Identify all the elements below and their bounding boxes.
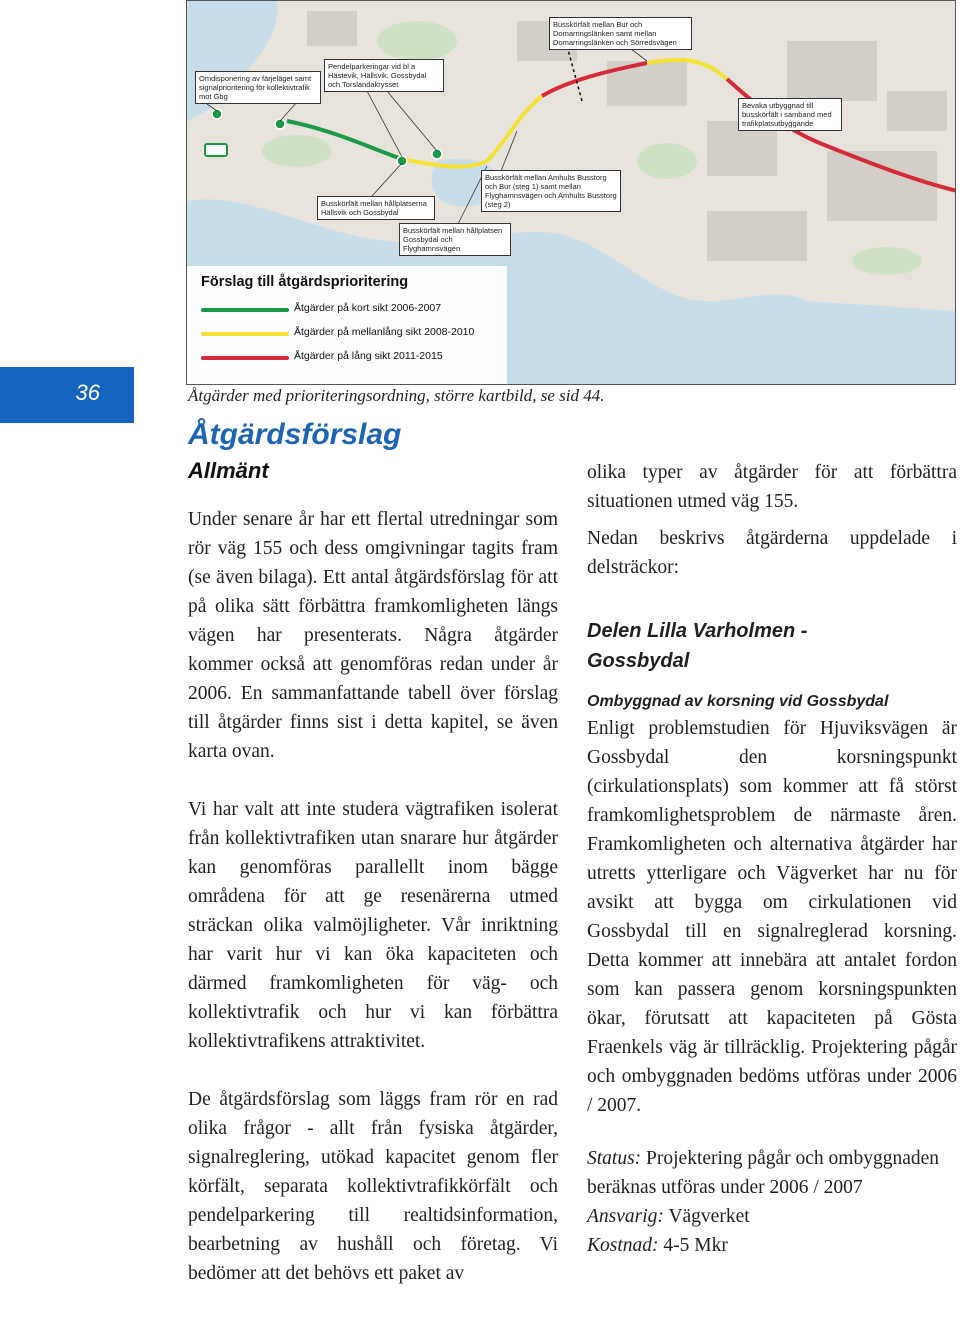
legend-title: Förslag till åtgärdsprioritering (201, 274, 409, 290)
paragraph: Enligt problemstudien för Hjuviksvägen är Gossbydal den korsningspunkt (cirkulationsplats) som kommer att få störst framkomlighetsproblem de närmaste åren. Framkomligheten och alternativa åtgärder har utretts ytterligare och Vägverket har nu för avsikt att bygga om cirkulationen vid Gossbydal till en signalreglerad korsning. Detta kommer att innebära att antalet fordon som kan passera genom korsningspunkten ökar, förutsatt att kapaciteten på Gösta Fraenkels väg är tillräcklig. Projektering pågår och ombyggnaden bedöms utföras under 2006 / 2007. (587, 718, 957, 1116)
status-value: Projektering pågår och ombyggnaden beräknas utföras under 2006 / 2007 (587, 1148, 940, 1198)
subsection-heading: Delen Lilla Varholmen - Gossbydal (587, 620, 808, 672)
legend-line-red (201, 356, 289, 360)
callout-bevaka: Bevaka utbyggnad till busskörfält i samband med trafikplatsutbyggande (738, 98, 842, 131)
status-line (587, 1144, 957, 1202)
page-number: 36 (75, 380, 100, 405)
paragraph: olika typer av åtgärder för att förbättra situationen utmed väg 155. (587, 462, 957, 512)
right-column (587, 458, 957, 1260)
legend-line-yellow (201, 332, 289, 336)
callout-amhult: Busskörfält mellan Amhults Busstorg och Bur (steg 1) samt mellan Flyghamnsvägen och Amhults Busstorg (steg 2) (481, 170, 621, 212)
map-caption: Åtgärder med prioriteringsordning, större kartbild, se sid 44. (188, 386, 605, 405)
paragraph: Nedan beskrivs åtgärderna uppdelade i delsträckor: (587, 528, 957, 578)
paragraph: Under senare år har ett flertal utredningar som rör väg 155 och dess omgivningar tagits fram (se även bilaga). Ett antal åtgärdsförslag för att på olika sätt förbättra framkomligheten längs vägen har presenterats. Några åtgärder kommer också att genomföras redan under år 2006. En sammanfattande tabell över förslag till åtgärder finns sist i detta kapitel, se även karta ovan. (188, 509, 558, 762)
priority-map (186, 0, 956, 385)
page-heading: Åtgärdsförslag (188, 418, 402, 451)
map-legend (187, 266, 507, 385)
kostnad-value: 4-5 Mkr (663, 1235, 728, 1256)
kostnad-line (587, 1231, 957, 1260)
left-column (188, 505, 558, 1288)
callout-bur: Busskörfält mellan Bur och Domarringslänken samt mellan Domarringslänken och Sörredsvägen (549, 17, 692, 50)
paragraph: De åtgärdsförslag som läggs fram rör en rad olika frågor - allt från fysiska åtgärder, signalreglering, utökad kapacitet genom fler körfält, separata kollektivtrafikkörfält och pendelparkering till realtidsinformation, bearbetning av hushåll och företag. Vi bedömer att det behövs ett paket av (188, 1089, 558, 1284)
callout-omdisponering: Omdisponering av färjeläget samt signalprioritering för kollektivtrafik mot Gbg (195, 71, 321, 104)
ansvarig-label: Ansvarig: (587, 1206, 664, 1227)
status-label: Status: (587, 1148, 642, 1169)
legend-label: Åtgärder på mellanlång sikt 2008-2010 (294, 326, 475, 338)
section-subheading: Allmänt (188, 458, 269, 483)
ansvarig-value: Vägverket (668, 1206, 750, 1227)
callout-gossbydal: Busskörfält mellan hållplatsen Gossbydal och Flyghamnsvägen (399, 223, 511, 256)
callout-hallsvik: Busskörfält mellan hållplatserna Hällsvik och Gossbydal (317, 196, 435, 220)
legend-label: Åtgärder på lång sikt 2011-2015 (294, 350, 443, 362)
ansvarig-line (587, 1202, 957, 1231)
page-number-tab (0, 367, 134, 423)
legend-line-green (201, 308, 289, 312)
callout-pendelparkering: Pendelparkeringar vid bl a Hästevik, Hällsvik, Gossbydal och Torslandakrysset (324, 59, 444, 92)
kostnad-label: Kostnad: (587, 1235, 659, 1256)
paragraph: Vi har valt att inte studera vägtrafiken isolerat från kollektivtrafiken utan snarare hur åtgärder kan genomföras parallellt inom bägge områdena för att ge resenärerna utmed sträckan olika valmöjligheter. Vår inriktning har varit hur vi kan öka kapaciteten och därmed framkomligheten för väg- och kollektivtrafik och hur vi kan förbättra kollektivtrafikens attraktivitet. (188, 799, 558, 1052)
subsection-subheading: Ombyggnad av korsning vid Gossbydal (587, 693, 889, 710)
legend-label: Åtgärder på kort sikt 2006-2007 (294, 302, 442, 314)
